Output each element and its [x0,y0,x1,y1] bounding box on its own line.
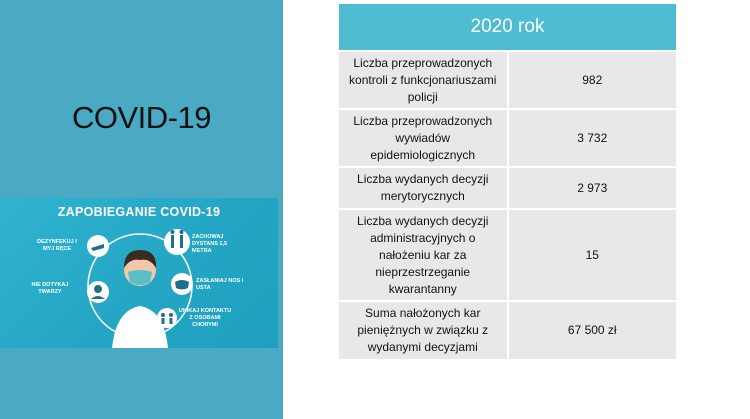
table-row [339,301,676,359]
row-label: Liczba wydanych decyzji administracyjnych o nałożeniu kar za nieprzestrzeganie kwarantanny [339,209,508,301]
label-no-touch: NIE DOTYKAJ TWARZY [31,282,69,295]
row-label: Suma nałożonych kar pieniężnych w związku z wydanymi decyzjami [339,301,508,359]
avoid-contact-icon [157,308,177,328]
row-value: 982 [508,51,677,109]
table-row [339,51,676,109]
table-row [339,167,676,209]
table-header: 2020 rok [339,4,676,51]
row-label: Liczba wydanych decyzji merytorycznych [339,167,508,209]
mask-icon [171,273,193,295]
masked-person-icon [112,250,168,348]
label-avoid-contact: UNIKAJ KONTAKTU Z OSOBAMI CHORYMI [178,308,232,328]
row-value: 2 973 [508,167,677,209]
row-label: Liczba przeprowadzonych kontroli z funkcjonariuszami policji [339,51,508,109]
no-touch-face-icon [87,281,109,303]
row-value: 3 732 [508,109,677,167]
table-row [339,209,676,301]
statistics-table [339,4,676,359]
row-value: 67 500 zł [508,301,677,359]
row-label: Liczba przeprowadzonych wywiadów epidemiologicznych [339,109,508,167]
table-row [339,109,676,167]
covid-prevention-infographic [0,198,278,348]
label-disinfect: DEZYNFEKUJ I MYJ RĘCE [37,239,77,252]
row-value: 15 [508,209,677,301]
distance-icon [164,229,190,255]
infographic-art [0,198,278,348]
label-cover: ZASŁANIAJ NOS I USTA [196,278,244,291]
infographic-title: ZAPOBIEGANIE COVID-19 [57,205,221,219]
hand-wash-icon [87,235,109,257]
slide-title: COVID-19 [72,100,211,135]
label-distance: ZACHOWAJ DYSTANS 1,5 METRA [192,234,228,254]
